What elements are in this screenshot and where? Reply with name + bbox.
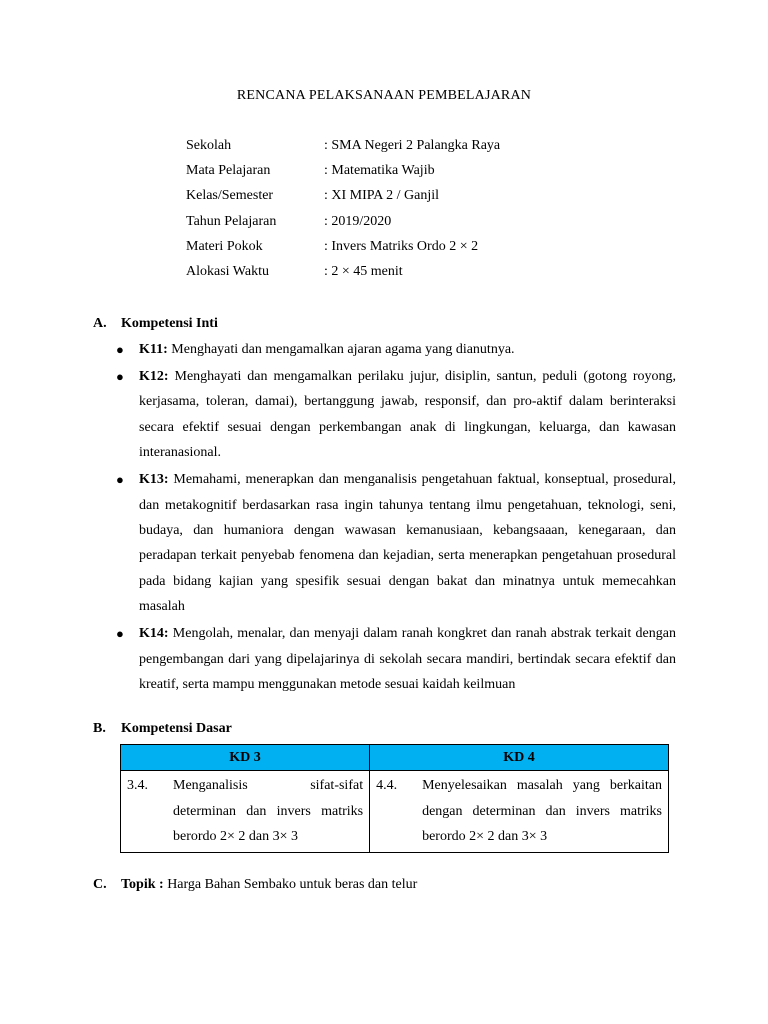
document-title: RENCANA PELAKSANAAN PEMBELAJARAN [236, 88, 532, 103]
identity-value: : 2 × 45 menit [324, 263, 403, 279]
identity-label: Materi Pokok [186, 238, 263, 254]
kd-text: Menganalisis sifat-sifat determinan dan invers matriks berordo 2× 2 dan 3× 3 [173, 778, 364, 844]
topic-text: Harga Bahan Sembako untuk beras dan telur [163, 877, 418, 892]
column-header-kd3: KD 3 [121, 745, 370, 771]
list-item [116, 364, 676, 466]
list-item [116, 337, 676, 362]
topic-label: Topik : [121, 877, 164, 892]
competency-text: Mengolah, menalar, dan menyaji dalam ranah kongkret dan ranah abstrak terkait dengan pengembangan dari yang dipelajarinya di sekolah secara mandiri, bertindak secara efektif dan kreatif, serta mampu menggunakan metode sesuai kaidah keilmuan [139, 626, 676, 693]
competency-text: Menghayati dan mengamalkan perilaku jujur, disiplin, santun, peduli (gotong royong, kerjasama, toleran, damai), bertanggung jawab, responsif, dan pro-aktif dalam berinteraksi secara efektif sesuai dengan perkembangan anak di lingkungan, keluarga, dan kawasan interanasional. [139, 369, 676, 461]
competency-code: K12: [139, 369, 169, 384]
identity-value: : SMA Negeri 2 Palangka Raya [324, 138, 501, 153]
section-title: Kompetensi Inti [121, 316, 218, 331]
kd-text: Menyelesaikan masalah yang berkaitan dengan determinan dan invers matriks berordo 2× 2 dan 3× 3 [422, 778, 662, 844]
competency-text: Menghayati dan mengamalkan ajaran agama yang dianutnya. [167, 342, 515, 357]
bullet-icon: ● [116, 369, 124, 384]
kd-number: 4.4. [376, 778, 398, 793]
competency-code: K14: [139, 626, 169, 642]
column-header-kd4: KD 4 [370, 745, 669, 771]
bullet-icon: ● [116, 626, 124, 642]
competency-code: K11: [139, 342, 168, 357]
section-b-heading [93, 720, 232, 738]
section-letter: B. [93, 721, 106, 736]
table-cell-kd4 [370, 771, 669, 853]
identity-label: Mata Pelajaran [186, 163, 271, 179]
identity-label: Sekolah [186, 138, 232, 153]
identity-row-year [186, 213, 606, 238]
identity-value: : 2019/2020 [324, 213, 392, 229]
basic-competency-table [120, 744, 669, 853]
identity-value: : Matematika Wajib [324, 163, 435, 179]
section-a-heading [93, 315, 218, 333]
identity-row-subject [186, 162, 606, 187]
list-item [116, 467, 676, 619]
bullet-icon: ● [116, 342, 124, 357]
identity-label: Kelas/Semester [186, 188, 274, 204]
table-cell-kd3 [121, 771, 370, 853]
identity-row-school [186, 137, 606, 162]
section-c-topic [93, 876, 417, 894]
identity-block [186, 137, 606, 288]
competency-text: Memahami, menerapkan dan menganalisis pengetahuan faktual, konseptual, prosedural, dan metakognitif berdasarkan rasa ingin tahunya tentang ilmu pengetahuan, teknologi, seni, budaya, dan humaniora dengan wawasan kemanusiaan, kebangsaaan, kenegaraan, dan peradapan terkait penyebab fenomena dan kejadian, serta menerapkan pengetahuan prosedural pada bidang kajian yang spesifik sesuai dengan bakat dan minatnya untuk memecahkan masalah [139, 472, 676, 615]
identity-value: : Invers Matriks Ordo 2 × 2 [324, 238, 479, 254]
bullet-icon: ● [116, 472, 124, 488]
identity-row-class [186, 187, 606, 212]
kd-number: 3.4. [127, 778, 148, 793]
section-letter: A. [93, 316, 107, 331]
identity-row-time [186, 263, 606, 288]
table-row [121, 771, 669, 853]
identity-row-topic [186, 238, 606, 263]
table-header-row [121, 745, 669, 771]
section-letter: C. [93, 877, 107, 892]
identity-value: : XI MIPA 2 / Ganjil [324, 188, 439, 204]
identity-label: Alokasi Waktu [186, 263, 269, 279]
section-title: Kompetensi Dasar [121, 721, 232, 736]
identity-label: Tahun Pelajaran [186, 213, 277, 229]
core-competency-list [116, 337, 676, 699]
list-item [116, 621, 676, 697]
competency-code: K13: [139, 472, 169, 488]
